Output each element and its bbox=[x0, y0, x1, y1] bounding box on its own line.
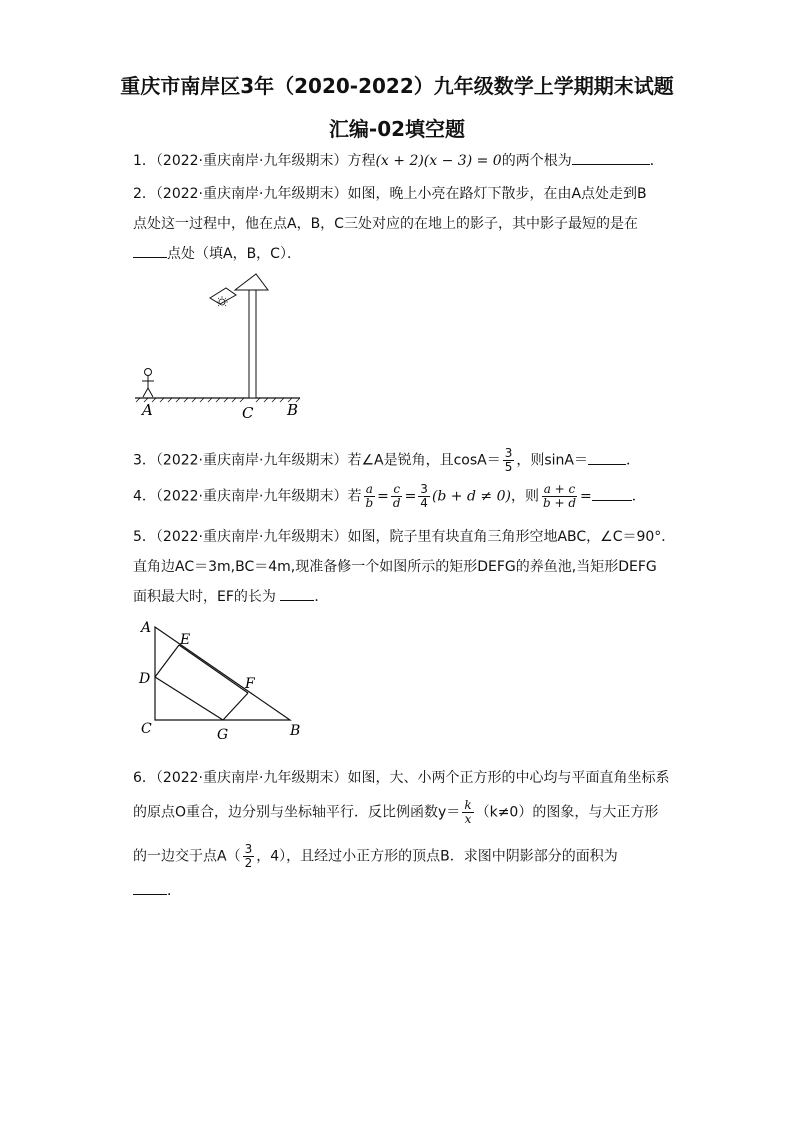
label-G: G bbox=[217, 727, 229, 743]
label-C: C bbox=[242, 404, 254, 420]
label-E: E bbox=[180, 632, 191, 648]
answer-blank[interactable] bbox=[592, 486, 632, 501]
question-2-line1: 2．（2022·重庆南岸·九年级期末）如图，晚上小亮在路灯下散步，在由A点处走到B bbox=[133, 186, 647, 202]
label-B: B bbox=[290, 723, 301, 739]
answer-blank[interactable] bbox=[572, 150, 650, 165]
question-5-line3: 面积最大时，EF的长为 ． bbox=[133, 586, 328, 606]
label-B: B bbox=[287, 401, 299, 419]
label-C: C bbox=[141, 721, 152, 737]
question-2-line3: 点处（填A，B，C）． bbox=[133, 243, 301, 263]
fraction: $\frac{3}{5}$ bbox=[504, 446, 513, 474]
question-6-line3: 的一边交于点A（ $\frac{3}{2}$ ，4），且经过小正方形的顶点B．求图中阴影部分的面积为 bbox=[133, 842, 618, 870]
answer-blank[interactable] bbox=[588, 450, 626, 465]
doc-title-line1: 重庆市南岸区3年（2020-2022）九年级数学上学期期末试题 bbox=[120, 74, 674, 98]
label-D: D bbox=[139, 671, 151, 687]
question-2-line2: 点处这一过程中，他在点A，B，C三处对应的在地上的影子，其中影子最短的是在 bbox=[133, 216, 638, 232]
triangle-figure bbox=[135, 615, 315, 745]
streetlight-figure bbox=[130, 268, 320, 420]
question-6-line2: 的原点O重合，边分别与坐标轴平行．反比例函数y＝ $\frac{k}{x}$ （k≠0）的图象，与大正方形 bbox=[133, 798, 659, 826]
answer-blank[interactable] bbox=[133, 243, 167, 258]
label-A: A bbox=[142, 401, 153, 419]
question-4: 4．（2022·重庆南岸·九年级期末）若 $\frac{a}{b}$ = $\frac{c}{d}$ = $\frac{3}{4}$ (b + d ≠ 0)，则 $\frac{a + c}{b + d}$ = ． bbox=[133, 482, 646, 510]
question-3: 3．（2022·重庆南岸·九年级期末）若∠A是锐角，且cosA＝ $\frac{3}{5}$ ，则sinA＝ ． bbox=[133, 446, 640, 474]
question-6-line4: ． bbox=[133, 880, 181, 900]
answer-blank[interactable] bbox=[133, 880, 167, 895]
question-5-line1: 5．（2022·重庆南岸·九年级期末）如图，院子里有块直角三角形空地ABC，∠C＝90°． bbox=[133, 529, 676, 545]
equation: (x + 2)(x − 3) = 0 bbox=[375, 153, 502, 169]
doc-title-line2: 汇编-02填空题 bbox=[328, 117, 466, 141]
label-F: F bbox=[245, 676, 255, 692]
answer-blank[interactable] bbox=[280, 586, 314, 601]
question-6-line1: 6．（2022·重庆南岸·九年级期末）如图，大、小两个正方形的中心均与平面直角坐标系 bbox=[133, 770, 670, 786]
label-A: A bbox=[141, 620, 152, 636]
question-1: 1．（2022·重庆南岸·九年级期末）方程(x + 2)(x − 3) = 0的两个根为 ． bbox=[133, 150, 664, 170]
person-icon bbox=[142, 369, 154, 398]
question-5-line2: 直角边AC＝3m,BC＝4m,现准备修一个如图所示的矩形DEFG的养鱼池,当矩形DEFG bbox=[133, 559, 657, 575]
